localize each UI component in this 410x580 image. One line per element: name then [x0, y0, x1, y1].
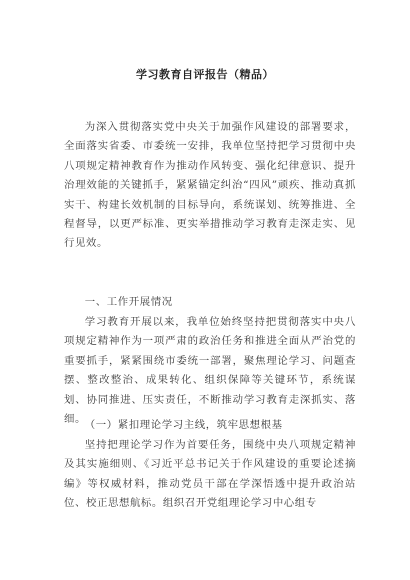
subsection-heading-theory-study: （一）紧扣理论学习主线，筑牢思想根基 [84, 419, 283, 431]
section-heading-work-progress: 一、工作开展情况 [84, 296, 173, 308]
intro-paragraph: 为深入贯彻落实党中央关于加强作风建设的部署要求，全面落实省委、市委统一安排，我单位坚持把学习贯彻中央八项规定精神教育作为推动作风转变、强化纪律意识、提升治理效能的关键抓手，紧紧锚定纠治“四风”顽疾、推动真抓实干、构建长效机制的目标导向，系统谋划、统筹推进、全程督导，以更严标准、更实举措推动学习教育走深走实、见行见效。 [64, 121, 356, 250]
document-title: 学习教育自评报告（精品） [136, 68, 274, 81]
subsection-body-paragraph: 坚持把理论学习作为首要任务，围绕中央八项规定精神及其实施细则、《习近平总书记关于作风建设的重要论述摘编》等权威材料，推动党员干部在学深悟透中提升政治站位、校正思想航标。组织召开党组理论学习中心组专 [64, 439, 356, 510]
section-body-paragraph: 学习教育开展以来，我单位始终坚持把贯彻落实中央八项规定精神作为一项严肃的政治任务和推进全面从严治党的重要抓手，紧紧围绕市委统一部署，聚焦理论学习、问题查摆、整改整治、成果转化、组织保障等关键环节，系统谋划、协同推进、压实责任，不断推动学习教育走深抓实、落细。 [64, 316, 356, 426]
